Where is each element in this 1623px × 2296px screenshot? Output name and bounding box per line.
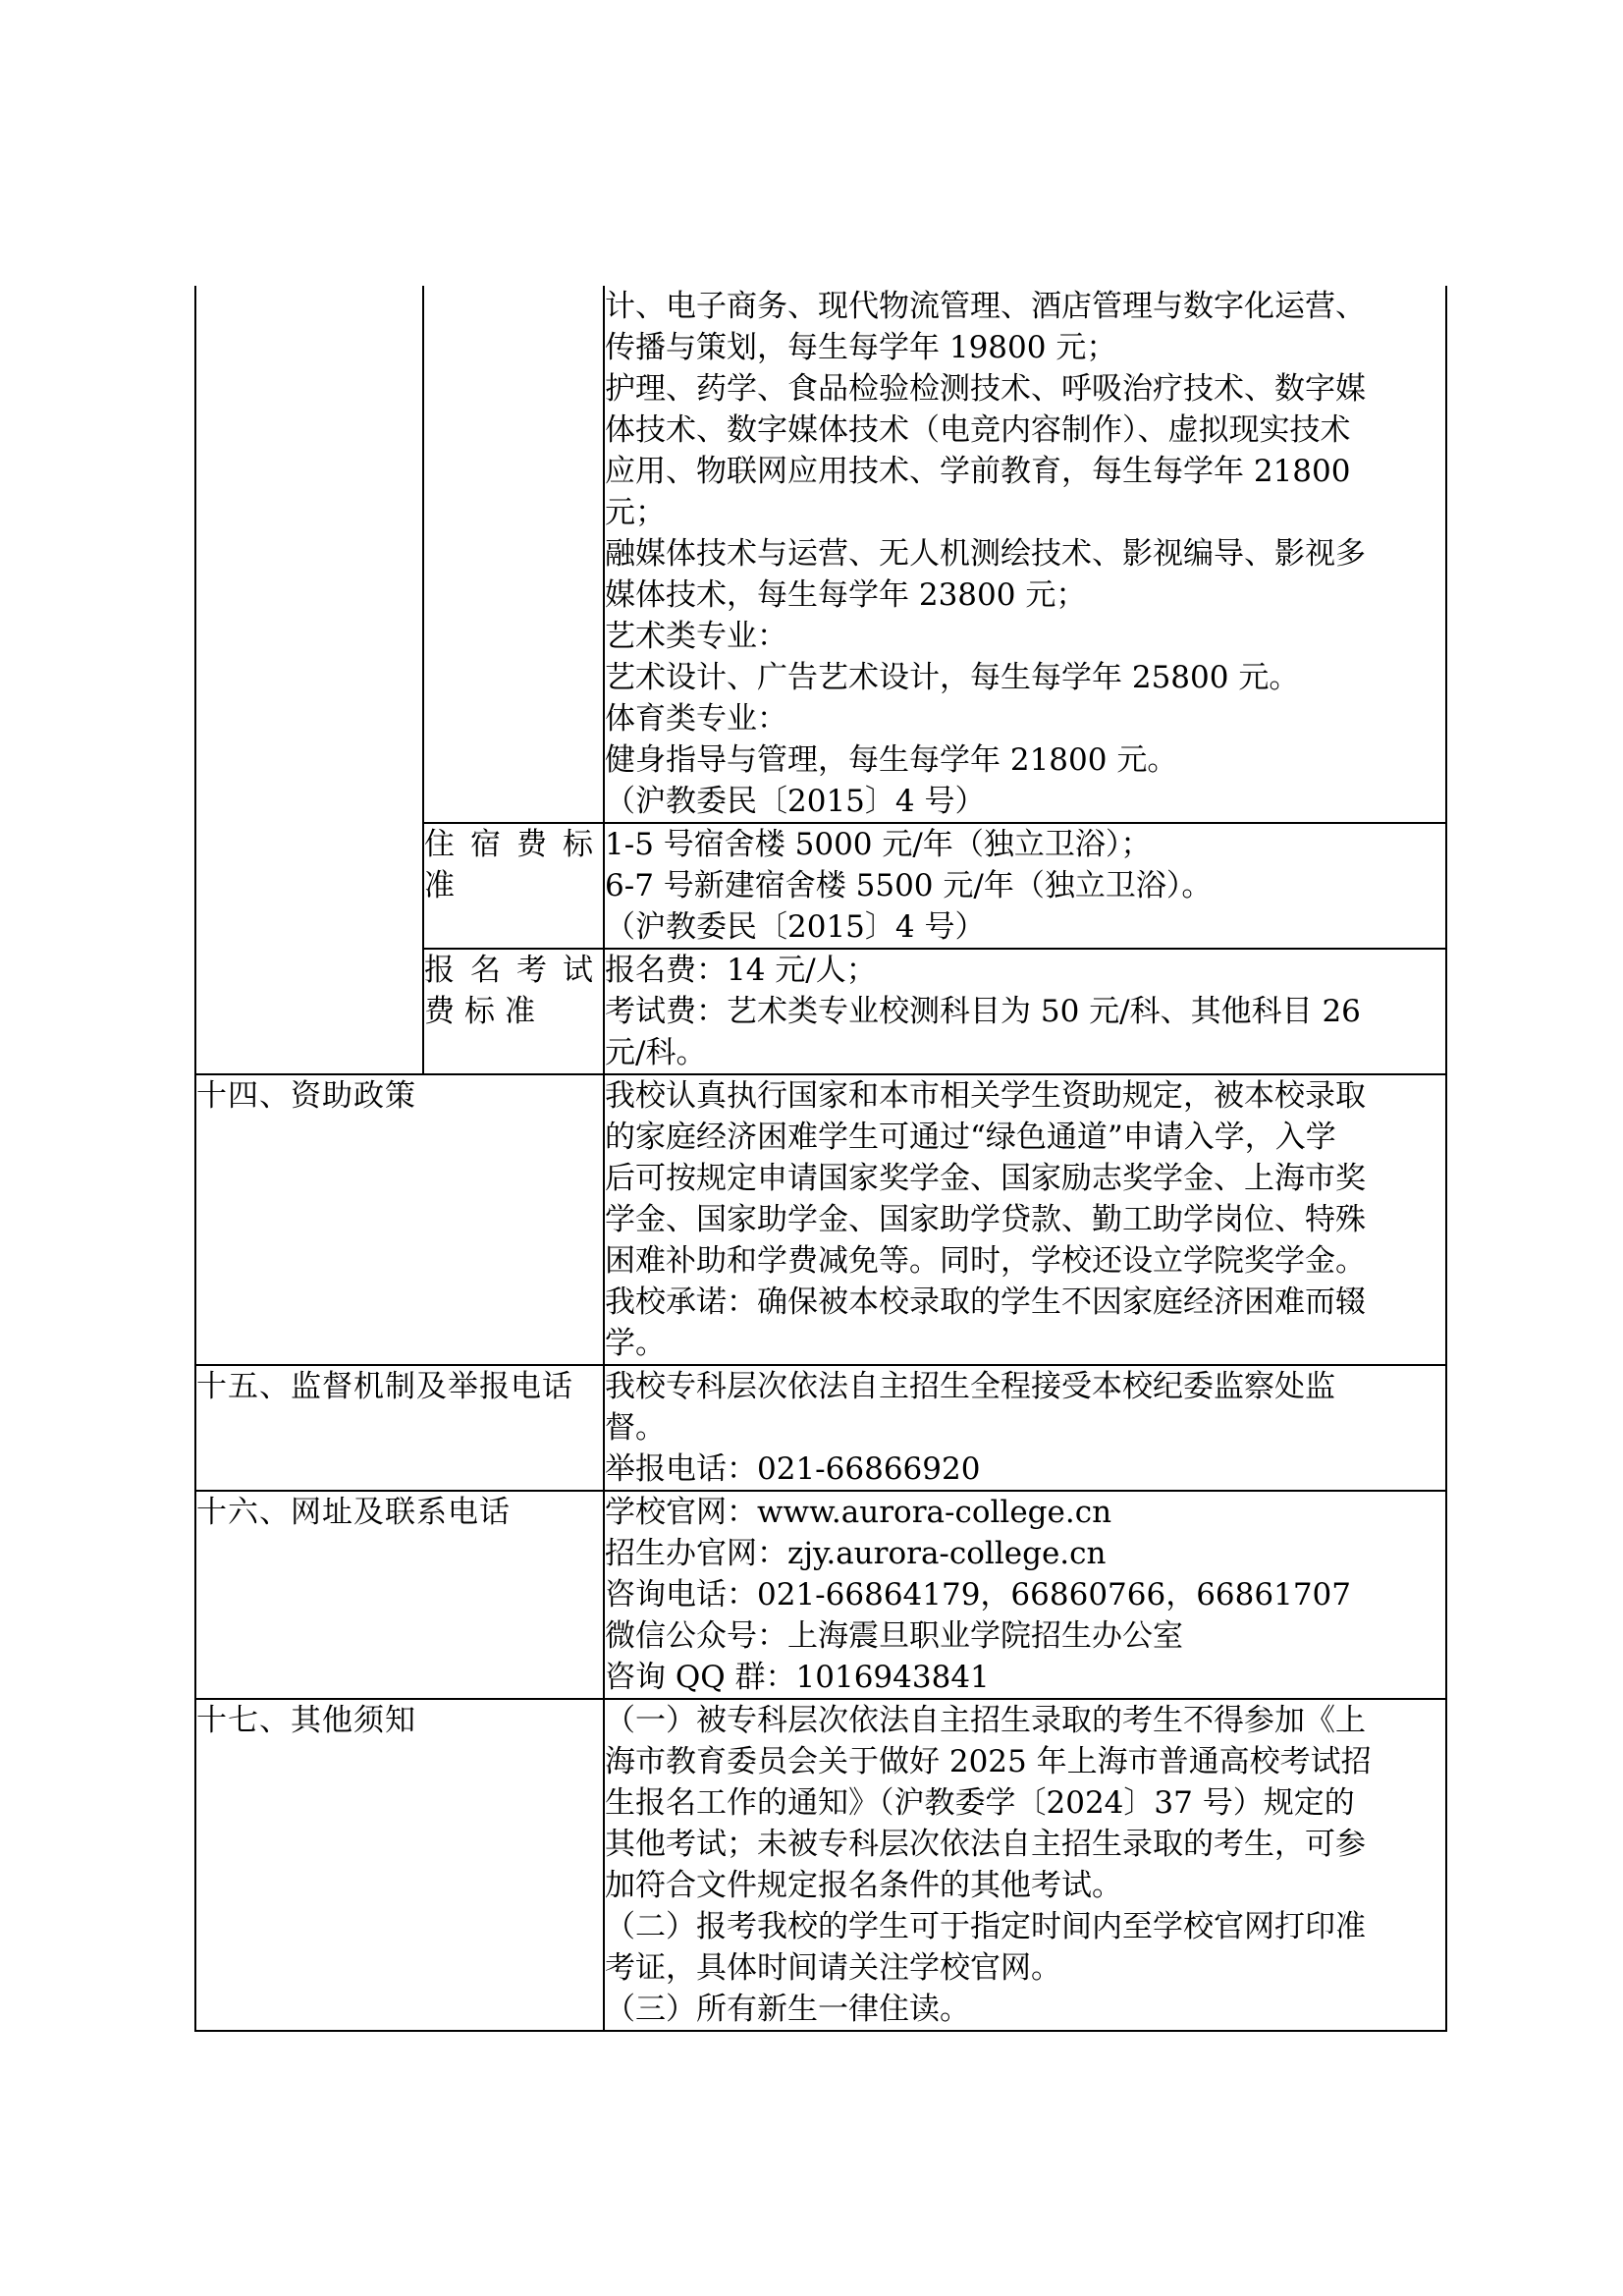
housing-line: 1-5 号宿舍楼 5000 元/年（独立卫浴）； [605, 827, 1152, 862]
section-16-title-text: 十六、网址及联系电话 [196, 1495, 511, 1530]
row-section-15 [195, 1365, 1446, 1491]
section-14-line: 困难补助和学费减免等。同时，学校还设立学院奖学金。 [605, 1243, 1366, 1279]
info-table [194, 286, 1447, 2032]
housing-line: 6-7 号新建宿舍楼 5500 元/年（独立卫浴）。 [605, 868, 1213, 903]
row-section-16 [195, 1491, 1446, 1699]
section-14-line: 我校承诺：确保被本校录取的学生不因家庭经济困难而辍 [605, 1285, 1366, 1320]
section-15-line: 举报电话：021-66866920 [605, 1451, 981, 1487]
section-17-line: 加符合文件规定报名条件的其他考试。 [605, 1868, 1122, 1903]
housing-content [604, 823, 1446, 949]
row-section-14 [195, 1074, 1446, 1365]
tuition-line: 艺术设计、广告艺术设计，每生每学年 25800 元。 [605, 660, 1300, 695]
section-15-line: 我校专科层次依法自主招生全程接受本校纪委监察处监 [605, 1369, 1335, 1404]
tuition-line: 计、电子商务、现代物流管理、酒店管理与数字化运营、 [605, 289, 1366, 324]
section-15-title-text: 十五、监督机制及举报电话 [196, 1369, 573, 1404]
tuition-line: 元； [605, 495, 666, 530]
section-17-content [604, 1699, 1446, 2031]
section-16-line: 招生办官网：zjy.aurora-college.cn [605, 1536, 1107, 1571]
row-tuition [195, 286, 1446, 823]
section-17-line: 其他考试；未被专科层次依法自主招生录取的考生，可参 [605, 1827, 1366, 1862]
tuition-line: 融媒体技术与运营、无人机测绘技术、影视编导、影视多 [605, 536, 1366, 572]
section-14-line: 学。 [605, 1326, 666, 1361]
section-14-line: 后可按规定申请国家奖学金、国家励志奖学金、上海市奖 [605, 1161, 1366, 1196]
section-14-line: 的家庭经济困难学生可通过“绿色通道”申请入学，入学 [605, 1120, 1336, 1155]
section-17-line: （二）报考我校的学生可于指定时间内至学校官网打印准 [605, 1909, 1366, 1944]
tuition-line: 传播与策划，每生每学年 19800 元； [605, 330, 1117, 365]
exam-fee-line: 报名费：14 元/人； [605, 953, 877, 988]
tuition-line: 应用、物联网应用技术、学前教育，每生每学年 21800 [605, 454, 1351, 489]
row-section-17 [195, 1699, 1446, 2031]
section-14-line: 学金、国家助学金、国家助学贷款、勤工助学岗位、特殊 [605, 1202, 1366, 1237]
exam-fee-content [604, 949, 1446, 1074]
tuition-line: 健身指导与管理，每生每学年 21800 元。 [605, 742, 1178, 778]
housing-label-text: 住宿费标准 [424, 827, 603, 903]
section-16-line: 学校官网：www.aurora-college.cn [605, 1495, 1112, 1530]
tuition-content [604, 286, 1446, 823]
section-17-title [195, 1699, 604, 2031]
tuition-line: 媒体技术，每生每学年 23800 元； [605, 577, 1087, 613]
tuition-line: 艺术类专业： [605, 619, 787, 654]
section-15-title [195, 1365, 604, 1491]
tuition-label-cell [423, 286, 604, 823]
exam-fee-line: 考试费：艺术类专业校测科目为 50 元/科、其他科目 26 [605, 994, 1361, 1029]
section-17-line: （三）所有新生一律住读。 [605, 1992, 970, 2027]
section-15-content [604, 1365, 1446, 1491]
section-14-line: 我校认真执行国家和本市相关学生资助规定，被本校录取 [605, 1078, 1366, 1114]
section-14-content [604, 1074, 1446, 1365]
section-17-line: 生报名工作的通知》（沪教委学〔2024〕37 号）规定的 [605, 1785, 1355, 1821]
section-14-title-text: 十四、资助政策 [196, 1078, 416, 1114]
section-17-line: （一）被专科层次依法自主招生录取的考生不得参加《上 [605, 1703, 1366, 1738]
section-16-line: 微信公众号：上海震旦职业学院招生办公室 [605, 1618, 1183, 1654]
tuition-line: 体技术、数字媒体技术（电竞内容制作）、虚拟现实技术 [605, 412, 1351, 448]
exam-fee-label [423, 949, 604, 1074]
section-14-title [195, 1074, 604, 1365]
section-17-line: 考证，具体时间请关注学校官网。 [605, 1950, 1061, 1986]
tuition-line: （沪教委民〔2015〕4 号） [605, 784, 986, 819]
section-17-line: 海市教育委员会关于做好 2025 年上海市普通高校考试招 [605, 1744, 1372, 1779]
section-16-content [604, 1491, 1446, 1699]
exam-fee-label-text: 报名考试费标准 [424, 953, 603, 1029]
section-16-title [195, 1491, 604, 1699]
exam-fee-line: 元/科。 [605, 1035, 707, 1070]
section-17-title-text: 十七、其他须知 [196, 1703, 416, 1738]
section-16-line: 咨询电话：021-66864179，66860766，66861707 [605, 1577, 1351, 1613]
housing-line: （沪教委民〔2015〕4 号） [605, 909, 986, 945]
section-fees-label-cell [195, 286, 423, 1074]
section-16-line: 咨询 QQ 群：1016943841 [605, 1660, 990, 1695]
tuition-line: 体育类专业： [605, 701, 787, 737]
tuition-line: 护理、药学、食品检验检测技术、呼吸治疗技术、数字媒 [605, 371, 1366, 407]
housing-label [423, 823, 604, 949]
section-15-line: 督。 [605, 1410, 666, 1446]
